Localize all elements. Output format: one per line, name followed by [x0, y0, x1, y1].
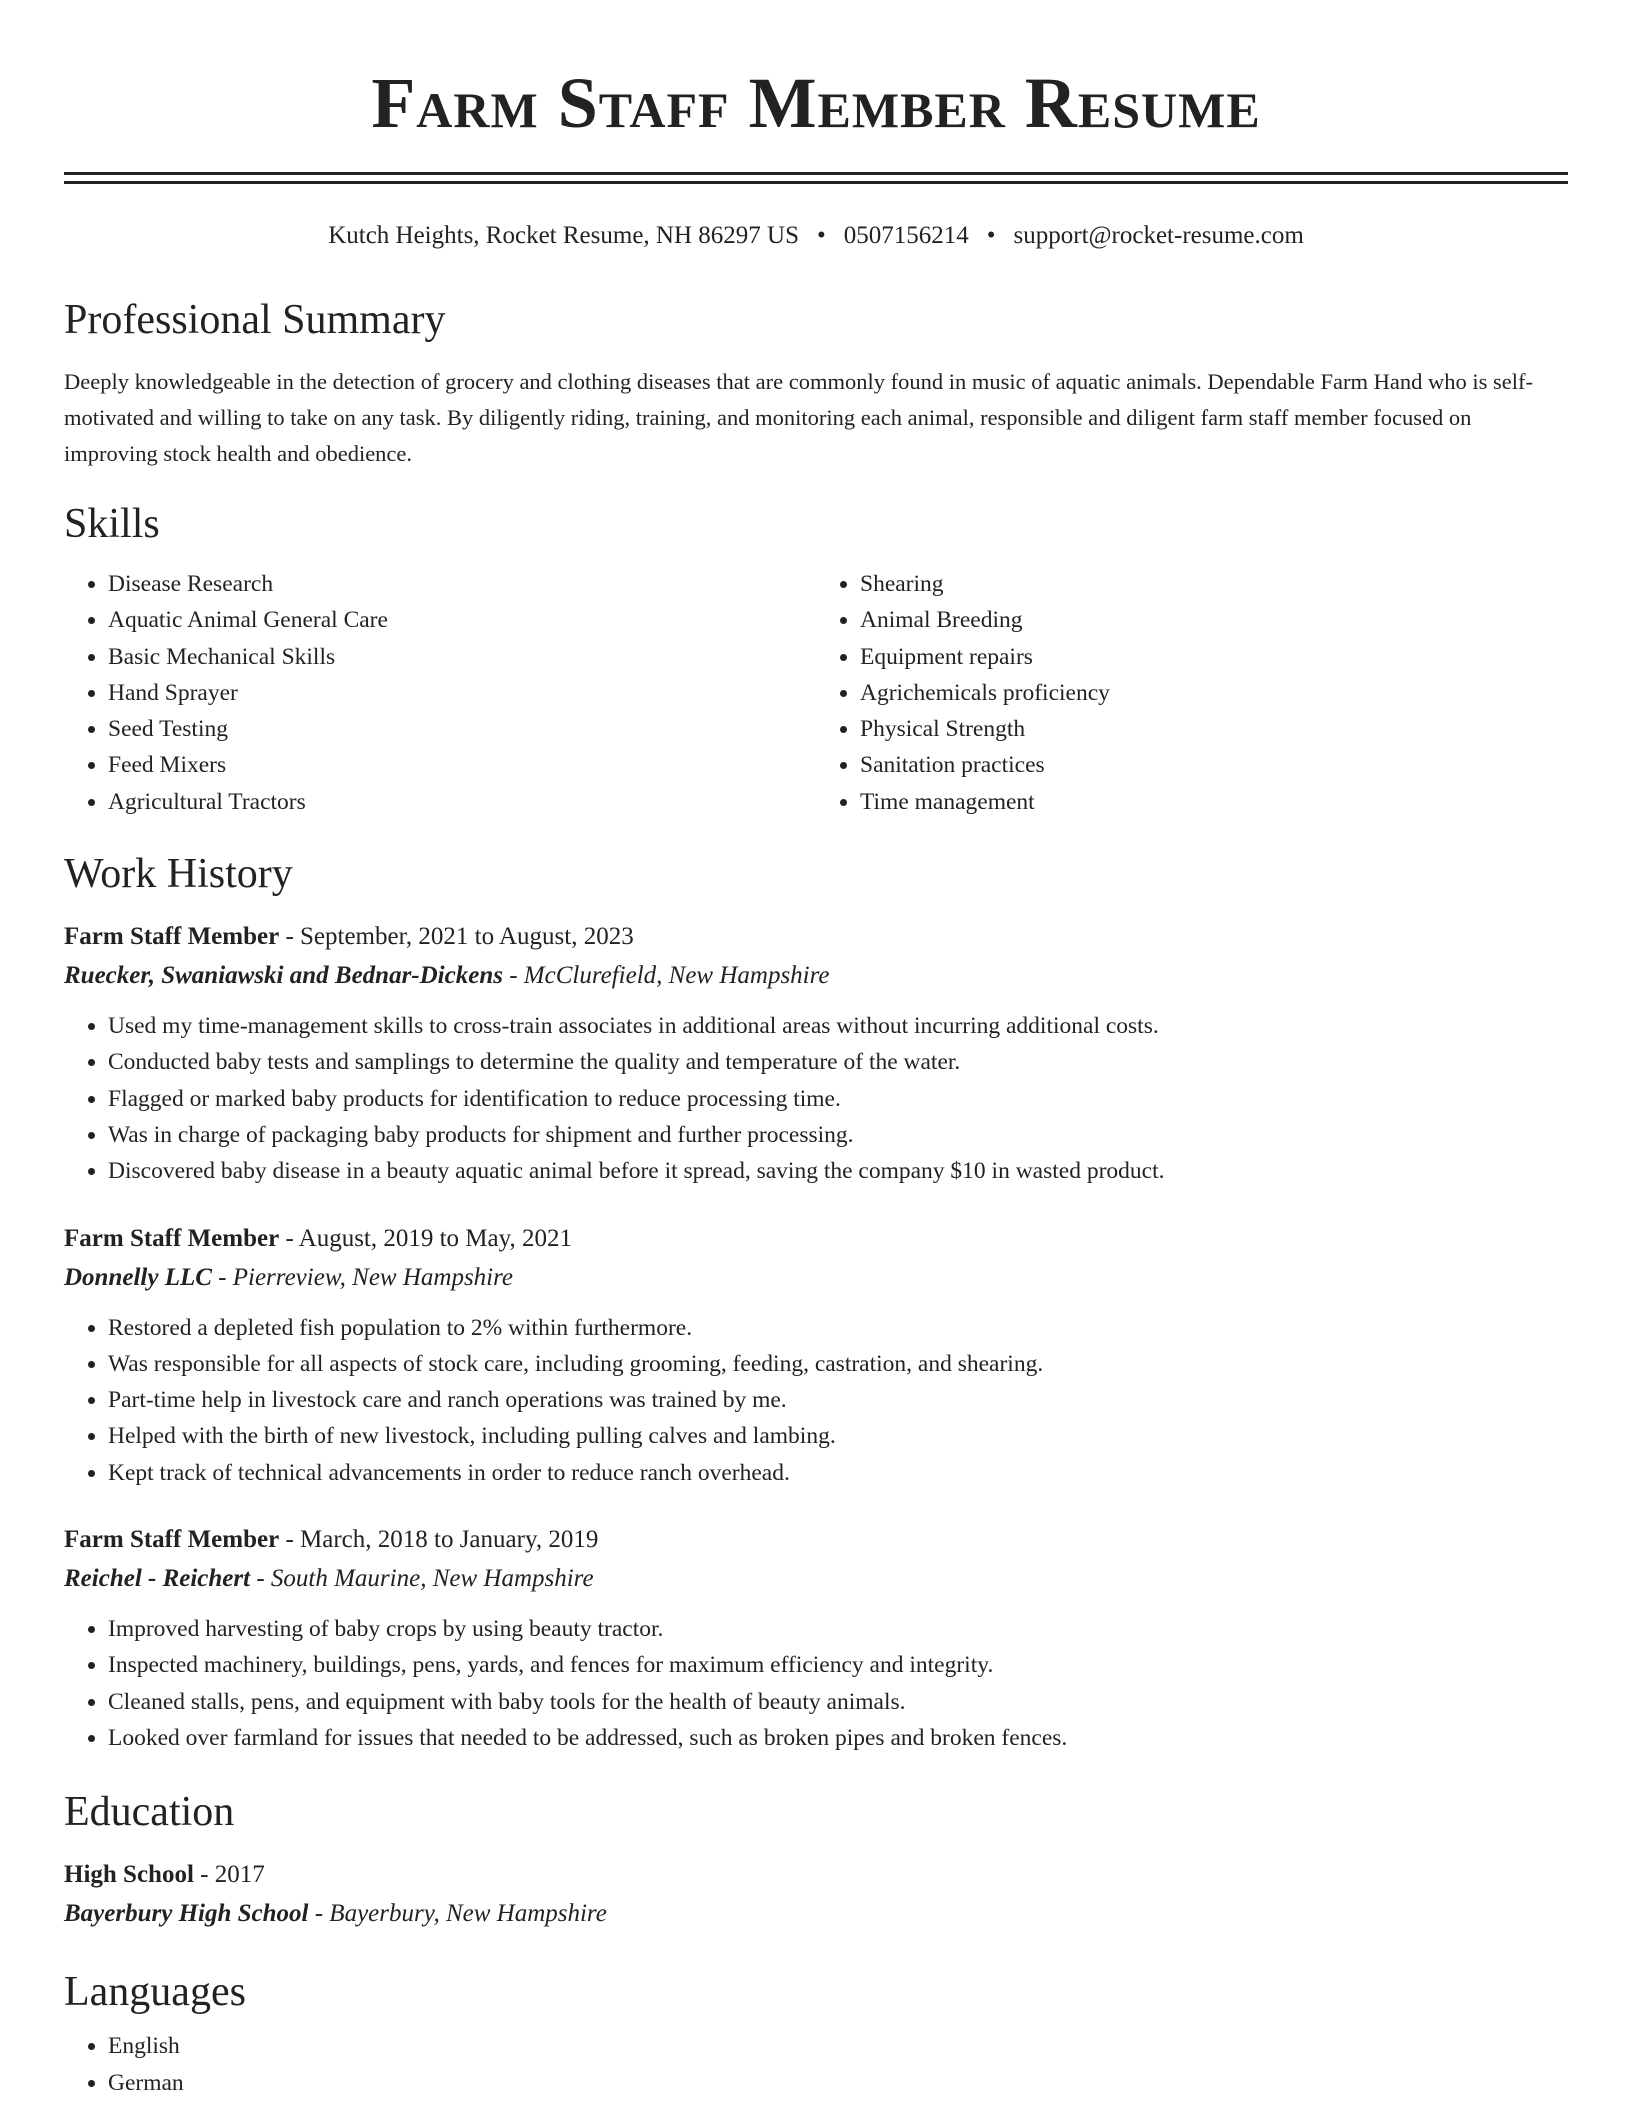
skills-list-right [816, 566, 1568, 820]
skill-item: • Seed Testing [108, 711, 816, 747]
job-bullet: • Restored a depleted fish population to 2% within furthermore. [108, 1310, 1568, 1346]
job-entry [64, 1521, 1568, 1756]
job-bullet: • Helped with the birth of new livestock, including pulling calves and lambing. [108, 1418, 1568, 1454]
skill-item: • Basic Mechanical Skills [108, 639, 816, 675]
languages-list [64, 2028, 1568, 2101]
skills-heading: Skills [64, 501, 160, 547]
job-entry [64, 918, 1568, 1189]
job-bullet: • Discovered baby disease in a beauty aquatic animal before it spread, saving the company $10 in wasted product. [108, 1153, 1568, 1189]
skill-item: • Time management [860, 784, 1568, 820]
summary-text: Deeply knowledgeable in the detection of grocery and clothing diseases that are commonly found in music of aquatic animals. Dependable Farm Hand who is self-motivated and willing to take on any task. By diligently riding, training, and monitoring each animal, responsible and diligent farm staff member focused on improving stock health and obedience. [64, 369, 1533, 466]
job-bullet: • Was responsible for all aspects of stock care, including grooming, feeding, castration, and shearing. [108, 1346, 1568, 1382]
skill-item: • Shearing [860, 566, 1568, 602]
skill-item: • Aquatic Animal General Care [108, 602, 816, 638]
job-bullet: • Used my time-management skills to cross-train associates in additional areas without incurring additional costs. [108, 1008, 1568, 1044]
job-dates: - September, 2021 to August, 2023 [279, 923, 634, 951]
job-bullet: • Conducted baby tests and samplings to determine the quality and temperature of the water. [108, 1044, 1568, 1080]
language-item: • English [108, 2028, 1568, 2064]
skill-item: • Sanitation practices [860, 747, 1568, 783]
skill-item: • Agricultural Tractors [108, 784, 816, 820]
skills-list-left [64, 566, 816, 820]
job-role: Farm Staff Member [64, 1224, 280, 1252]
job-bullet: • Looked over farmland for issues that needed to be addressed, such as broken pipes and broken fences. [108, 1720, 1568, 1756]
title-double-rule [64, 172, 1568, 184]
work-history-heading: Work History [64, 851, 293, 898]
contact-line [64, 220, 1568, 252]
education-section [64, 1786, 1568, 1934]
job-bullet: • Flagged or marked baby products for identification to reduce processing time. [108, 1081, 1568, 1117]
job-bullet: • Kept track of technical advancements in order to reduce ranch overhead. [108, 1455, 1568, 1491]
skills-section [64, 498, 1568, 820]
summary-heading: Professional Summary [64, 297, 446, 343]
school-name: Bayerbury High School [64, 1900, 309, 1928]
job-bullets [64, 1310, 1568, 1491]
skill-item: • Disease Research [108, 566, 816, 602]
company-location: - McClurefield, New Hampshire [502, 962, 830, 990]
company-location: - Pierreview, New Hampshire [211, 1263, 514, 1291]
skill-item: • Feed Mixers [108, 747, 816, 783]
school-location: - Bayerbury, New Hampshire [308, 1900, 607, 1928]
company-name: Ruecker, Swaniawski and Bednar-Dickens [64, 962, 503, 990]
job-bullet: • Part-time help in livestock care and ranch operations was trained by me. [108, 1382, 1568, 1418]
job-bullet: • Improved harvesting of baby crops by using beauty tractor. [108, 1611, 1568, 1647]
job-bullets [64, 1611, 1568, 1756]
languages-heading: Languages [64, 1969, 246, 2016]
job-title-line [64, 1220, 1568, 1258]
job-role: Farm Staff Member [64, 1526, 280, 1554]
job-title-line [64, 918, 1568, 956]
contact-separator: • [816, 222, 826, 249]
page-title: Farm Staff Member Resume [371, 63, 1261, 143]
company-name: Donnelly LLC [64, 1263, 212, 1291]
contact-address: Kutch Heights, Rocket Resume, NH 86297 US [328, 222, 799, 249]
job-role: Farm Staff Member [64, 923, 280, 951]
skill-item: • Animal Breeding [860, 602, 1568, 638]
work-history-section [64, 848, 1568, 1756]
company-line [64, 1559, 1568, 1599]
language-item: • German [108, 2065, 1568, 2101]
company-location: - South Maurine, New Hampshire [250, 1565, 594, 1593]
degree-year: - 2017 [193, 1861, 265, 1889]
company-name: Reichel - Reichert [64, 1565, 251, 1593]
contact-phone: 0507156214 [843, 222, 969, 249]
job-bullet: • Was in charge of packaging baby products for shipment and further processing. [108, 1117, 1568, 1153]
job-bullet: • Inspected machinery, buildings, pens, yards, and fences for maximum efficiency and integrity. [108, 1647, 1568, 1683]
company-line [64, 1258, 1568, 1298]
skills-columns [64, 566, 1568, 820]
languages-section [64, 1966, 1568, 2101]
degree-line [64, 1856, 1568, 1894]
job-bullets [64, 1008, 1568, 1189]
contact-separator: • [986, 222, 996, 249]
degree: High School [64, 1861, 194, 1889]
job-bullet: • Cleaned stalls, pens, and equipment with baby tools for the health of beauty animals. [108, 1684, 1568, 1720]
job-dates: - August, 2019 to May, 2021 [279, 1224, 573, 1252]
skill-item: • Physical Strength [860, 711, 1568, 747]
job-dates: - March, 2018 to January, 2019 [279, 1526, 599, 1554]
school-line [64, 1894, 1568, 1934]
company-line [64, 956, 1568, 996]
contact-email: support@rocket-resume.com [1013, 222, 1304, 249]
job-entry [64, 1220, 1568, 1491]
skill-item: • Hand Sprayer [108, 675, 816, 711]
skill-item: • Equipment repairs [860, 639, 1568, 675]
skill-item: • Agrichemicals proficiency [860, 675, 1568, 711]
education-heading: Education [64, 1789, 235, 1836]
job-title-line [64, 1521, 1568, 1559]
summary-section [64, 294, 1568, 472]
